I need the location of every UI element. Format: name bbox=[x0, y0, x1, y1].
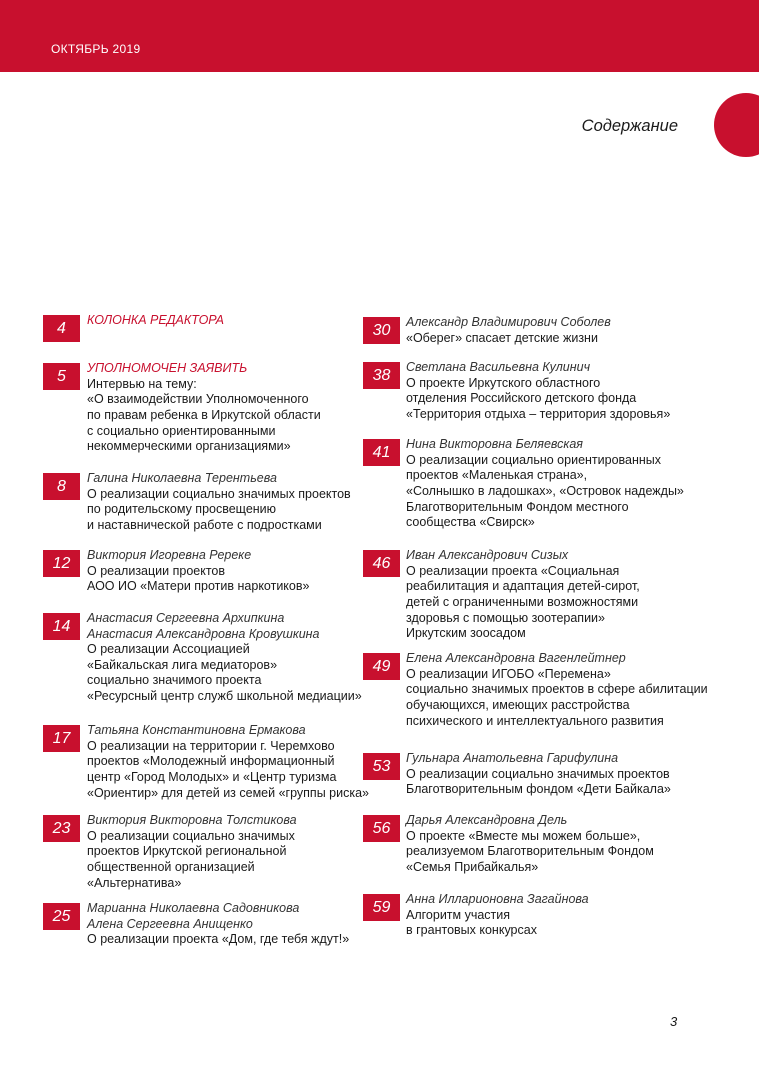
toc-page-number: 8 bbox=[43, 473, 80, 500]
toc-entry-text bbox=[406, 437, 684, 531]
header-band bbox=[0, 0, 759, 72]
toc-page-number: 12 bbox=[43, 550, 80, 577]
toc-description-line: АОО ИО «Матери против наркотиков» bbox=[87, 579, 310, 594]
toc-page-number: 30 bbox=[363, 317, 400, 344]
toc-page-number: 59 bbox=[363, 894, 400, 921]
toc-entry-text bbox=[87, 901, 349, 948]
toc-author-name: Нина Викторовна Беляевская bbox=[406, 437, 583, 451]
toc-description-line: О реализации проектов bbox=[87, 563, 226, 578]
toc-author-name: Виктория Игоревна Ререке bbox=[87, 548, 252, 562]
toc-description-line: Алгоритм участия bbox=[406, 907, 511, 922]
toc-page-number: 49 bbox=[363, 653, 400, 680]
issue-date: ОКТЯБРЬ 2019 bbox=[51, 42, 141, 56]
toc-page-number: 25 bbox=[43, 903, 80, 930]
toc-page-number: 56 bbox=[363, 815, 400, 842]
toc-author-name: Татьяна Константиновна Ермакова bbox=[87, 723, 306, 737]
toc-description-line: О проекте «Вместе мы можем больше», bbox=[406, 828, 641, 843]
toc-author-name: Иван Александрович Сизых bbox=[406, 548, 569, 562]
toc-description-line: проектов Иркутской региональной bbox=[87, 844, 287, 859]
toc-author-name: Александр Владимирович Соболев bbox=[406, 315, 611, 329]
toc-description-line: О реализации Ассоциацией bbox=[87, 642, 250, 656]
toc-description-line: Интервью на тему: bbox=[87, 376, 197, 391]
toc-description-line: реабилитация и адаптация детей-сирот, bbox=[406, 579, 640, 594]
toc-page-number: 53 bbox=[363, 753, 400, 780]
toc-description-line: по правам ребенка в Иркутской области bbox=[87, 407, 321, 422]
toc-entry-text bbox=[406, 813, 654, 876]
toc-description-line: сообщества «Свирск» bbox=[406, 515, 535, 530]
toc-description-line: «Оберег» спасает детские жизни bbox=[406, 330, 598, 345]
toc-description-line: в грантовых конкурсах bbox=[406, 923, 537, 938]
toc-description-line: по родительскому просвещению bbox=[87, 502, 277, 517]
toc-description-line: О реализации проекта «Дом, где тебя ждут!» bbox=[87, 932, 350, 946]
toc-description-line: О проекте Иркутского областного bbox=[406, 375, 601, 390]
toc-description-line: О реализации социально значимых проектов bbox=[406, 766, 670, 781]
toc-description-line: проектов «Молодежный информационный bbox=[87, 754, 335, 769]
toc-description-line: детей с ограниченными возможностями bbox=[406, 594, 639, 609]
toc-entry-text bbox=[406, 751, 671, 798]
toc-entry-text bbox=[406, 360, 670, 423]
toc-description-line: «Альтернатива» bbox=[87, 875, 182, 890]
toc-entry-text bbox=[87, 723, 369, 801]
toc-description-line: Иркутским зоосадом bbox=[406, 626, 526, 641]
toc-description-line: О реализации социально значимых bbox=[87, 828, 295, 843]
toc-description-line: «Семья Прибайкалья» bbox=[406, 859, 539, 874]
toc-description-line: и наставнической работе с подростками bbox=[87, 517, 322, 532]
toc-author-name: Светлана Васильевна Кулинич bbox=[406, 360, 591, 374]
toc-page-number: 14 bbox=[43, 613, 80, 640]
toc-entry-text bbox=[87, 548, 309, 595]
toc-description-line: психического и интеллектуального развития bbox=[406, 713, 664, 728]
toc-entry-text bbox=[406, 315, 611, 346]
toc-page-number: 23 bbox=[43, 815, 80, 842]
toc-description-line: Благотворительным фондом «Дети Байкала» bbox=[406, 782, 671, 797]
toc-author-name: Галина Николаевна Терентьева bbox=[87, 471, 277, 485]
toc-entry-text bbox=[406, 548, 640, 642]
toc-section-heading: УПОЛНОМОЧЕН ЗАЯВИТЬ bbox=[87, 361, 248, 375]
toc-title: Содержание bbox=[581, 117, 678, 135]
toc-page-number: 5 bbox=[43, 363, 80, 390]
toc-description-line: реализуемом Благотворительным Фондом bbox=[406, 844, 654, 859]
toc-description-line: некоммерческими организациями» bbox=[87, 439, 291, 454]
toc-author-name: Анастасия Александровна Кровушкина bbox=[87, 626, 320, 641]
toc-entry-text bbox=[406, 892, 589, 939]
toc-description-line: социально значимого проекта bbox=[87, 673, 262, 688]
toc-author-name: Марианна Николаевна Садовникова bbox=[87, 901, 300, 915]
toc-description-line: О реализации ИГОБО «Перемена» bbox=[406, 666, 611, 681]
page-number: 3 bbox=[670, 1014, 678, 1029]
toc-description-line: «Байкальская лига медиаторов» bbox=[87, 657, 278, 672]
toc-description-line: О реализации социально ориентированных bbox=[406, 452, 662, 467]
toc-description-line: О реализации проекта «Социальная bbox=[406, 563, 620, 578]
toc-page-number: 17 bbox=[43, 725, 80, 752]
toc-description-line: общественной организацией bbox=[87, 859, 255, 874]
toc-page-number: 46 bbox=[363, 550, 400, 577]
toc-description-line: отделения Российского детского фонда bbox=[406, 391, 637, 406]
toc-description-line: «О взаимодействии Уполномоченного bbox=[87, 392, 309, 407]
toc-description-line: «Ресурсный центр служб школьной медиации» bbox=[87, 689, 362, 704]
toc-description-line: О реализации на территории г. Черемхово bbox=[87, 738, 335, 753]
toc-author-name: Гульнара Анатольевна Гарифулина bbox=[406, 751, 619, 765]
toc-entry-text bbox=[87, 813, 297, 891]
toc-description-line: обучающихся, имеющих расстройства bbox=[406, 697, 630, 712]
toc-description-line: здоровья с помощью зоотерапии» bbox=[406, 610, 605, 625]
toc-description-line: «Территория отдыха – территория здоровья» bbox=[406, 406, 671, 421]
toc-author-name: Алена Сергеевна Анищенко bbox=[87, 916, 253, 931]
toc-entry-text bbox=[87, 611, 362, 705]
toc-description-line: с социально ориентированными bbox=[87, 423, 276, 438]
toc-entry-text bbox=[406, 651, 708, 729]
toc-entry-text bbox=[87, 313, 224, 329]
toc-page-number: 41 bbox=[363, 439, 400, 466]
toc-description-line: О реализации социально значимых проектов bbox=[87, 486, 351, 501]
toc-description-line: «Ориентир» для детей из семей «группы риска» bbox=[87, 785, 369, 800]
toc-description-line: социально значимых проектов в сфере абилитации bbox=[406, 682, 708, 697]
toc-author-name: Дарья Александровна Дель bbox=[406, 813, 568, 827]
toc-entry-text bbox=[87, 471, 351, 534]
toc-author-name: Анастасия Сергеевна Архипкина bbox=[87, 611, 285, 625]
toc-description-line: проектов «Маленькая страна», bbox=[406, 468, 588, 483]
toc-description-line: «Солнышко в ладошках», «Островок надежды» bbox=[406, 483, 684, 498]
toc-page-number: 4 bbox=[43, 315, 80, 342]
toc-author-name: Елена Александровна Вагенлейтнер bbox=[406, 651, 626, 665]
section-tab-marker bbox=[714, 93, 759, 157]
toc-description-line: Благотворительным Фондом местного bbox=[406, 499, 629, 514]
toc-author-name: Анна Илларионовна Загайнова bbox=[406, 892, 589, 906]
toc-description-line: центр «Город Молодых» и «Центр туризма bbox=[87, 769, 337, 784]
toc-section-heading: КОЛОНКА РЕДАКТОРА bbox=[87, 313, 224, 327]
toc-author-name: Виктория Викторовна Толстикова bbox=[87, 813, 297, 827]
toc-entry-text bbox=[87, 361, 321, 455]
toc-page-number: 38 bbox=[363, 362, 400, 389]
